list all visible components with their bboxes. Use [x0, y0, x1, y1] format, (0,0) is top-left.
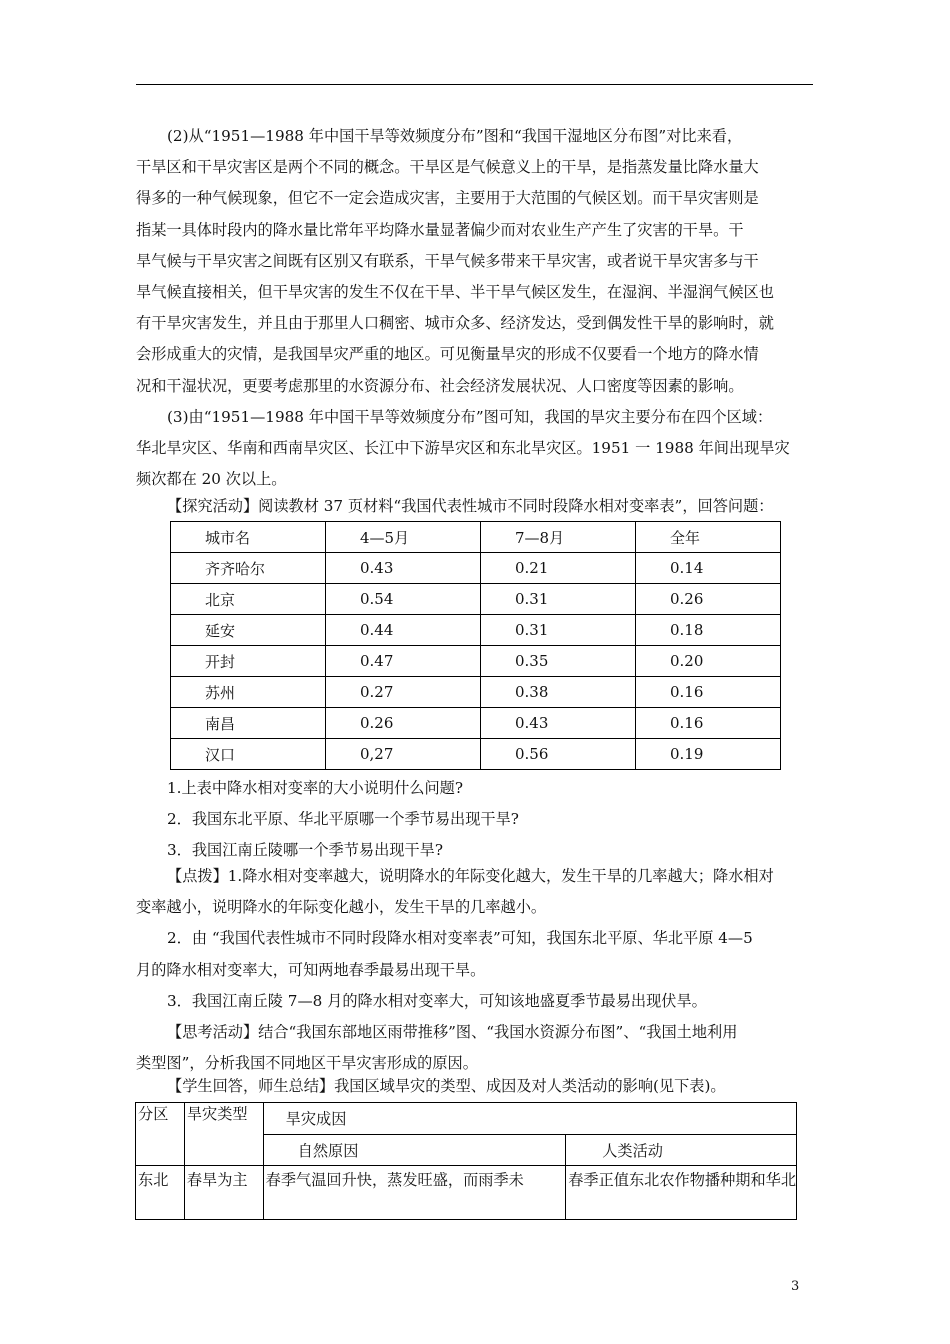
header-cell: 自然原因	[263, 1135, 566, 1166]
table-cell: 0.54	[326, 584, 481, 615]
table-cell: 0.18	[636, 615, 781, 646]
table-cell: 0.47	[326, 646, 481, 677]
header-cell: 旱灾类型	[184, 1103, 263, 1166]
table-cell: 0.14	[636, 553, 781, 584]
summary: 【学生回答，师生总结】我国区域旱灾的类型、成因及对人类活动的影响(见下表)。	[167, 1077, 726, 1095]
thinking-activity: 【思考活动】结合“我国东部地区雨带推移”图、“我国水资源分布图”、“我国土地利用 类型图”，分析我国不同地区干旱灾害形成的原因。	[136, 1023, 738, 1073]
table-cell: 0.35	[481, 646, 636, 677]
table-row	[136, 1166, 797, 1220]
table-cell: 0.43	[326, 553, 481, 584]
table-cell: 东北	[136, 1166, 185, 1220]
table-cell: 0.44	[326, 615, 481, 646]
table-cell: 0.16	[636, 708, 781, 739]
table-cell: 0.21	[481, 553, 636, 584]
table-cell: 0,27	[326, 739, 481, 770]
table-cell: 0.38	[481, 677, 636, 708]
table-cell: 0.16	[636, 677, 781, 708]
table-cell: 0.31	[481, 584, 636, 615]
paragraph-2: (2)从“1951—1988 年中国干旱等效频度分布”图和“我国干湿地区分布图”对比来看， 干旱区和干旱灾害区是两个不同的概念。干旱区是气候意义上的干旱，是指蒸发量比降水量大 得多的一种气候现象，但它不一定会造成灾害，主要用于大范围的气候区划。而干旱灾害则是 指某一具体时段内的降水量比常年平均降水量显著偏少而对农业生产产生了灾害的干旱。干 旱气候与干旱灾害之间既有区别又有联系，干旱气候多带来干旱灾害，或者说干旱灾害多与干 旱气候直接相关，但干旱灾害的发生不仅在干旱、半干旱气候区发生，在湿润、半湿润气候区也 有干旱灾害发生，并且由于那里人口稠密、城市众多、经济发达，受到偶发性干旱的影响时，就 会形成重大的灾情，是我国旱灾严重的地区。可见衡量旱灾的形成不仅要看一个地方的降水情 况和干湿状况，更要考虑那里的水资源分布、社会经济发展状况、人口密度等因素的影响。	[136, 127, 774, 395]
drought-causes-table	[135, 1102, 797, 1220]
table-row	[171, 677, 781, 708]
table-row	[171, 739, 781, 770]
header-cell: 人类活动	[566, 1135, 797, 1166]
header-rule	[136, 84, 813, 85]
header-cell: 全年	[636, 522, 781, 553]
activity-intro: 【探究活动】阅读教材 37 页材料“我国代表性城市不同时段降水相对变率表”，回答问题：	[167, 497, 774, 515]
table-cell: 0.56	[481, 739, 636, 770]
table-row	[171, 584, 781, 615]
table-cell: 0.20	[636, 646, 781, 677]
table-row	[171, 646, 781, 677]
table-cell: 春季正值东北农作物播种期和华北	[566, 1166, 797, 1220]
table-cell: 齐齐哈尔	[171, 553, 326, 584]
questions: 1.上表中降水相对变率的大小说明什么问题? 2．我国东北平原、华北平原哪一个季节易出现干旱? 3．我国江南丘陵哪一个季节易出现干旱?	[167, 779, 519, 860]
table-header-row	[136, 1103, 797, 1135]
table-row	[171, 553, 781, 584]
table-cell: 春季气温回升快，蒸发旺盛，而雨季未	[263, 1166, 566, 1220]
header-cell: 旱灾成因	[263, 1103, 796, 1135]
table-cell: 0.27	[326, 677, 481, 708]
table-cell: 0.31	[481, 615, 636, 646]
table-cell: 0.26	[636, 584, 781, 615]
table-header-row	[171, 522, 781, 553]
header-cell: 城市名	[171, 522, 326, 553]
table-cell: 开封	[171, 646, 326, 677]
table-row	[171, 708, 781, 739]
header-cell: 4—5月	[326, 522, 481, 553]
table-cell: 0.43	[481, 708, 636, 739]
page-number: 3	[791, 1279, 800, 1294]
table-row	[171, 615, 781, 646]
table-cell: 春旱为主	[184, 1166, 263, 1220]
table-cell: 苏州	[171, 677, 326, 708]
paragraph-3: (3)由“1951—1988 年中国干旱等效频度分布”图可知，我国的旱灾主要分布在四个区域： 华北旱灾区、华南和西南旱灾区、长江中下游旱灾区和东北旱灾区。1951 一 1988 年间出现旱灾 频次都在 20 次以上。	[136, 408, 790, 489]
header-cell: 7—8月	[481, 522, 636, 553]
table-cell: 0.19	[636, 739, 781, 770]
table-cell: 南昌	[171, 708, 326, 739]
header-cell: 分区	[136, 1103, 185, 1166]
table-cell: 汉口	[171, 739, 326, 770]
table-cell: 延安	[171, 615, 326, 646]
precipitation-variability-table	[170, 521, 781, 770]
table-cell: 0.26	[326, 708, 481, 739]
tips: 【点拨】1.降水相对变率越大，说明降水的年际变化越大，发生干旱的几率越大；降水相对 变率越小，说明降水的年际变化越小，发生干旱的几率越小。 2．由 “我国代表性城市不同时段降水相对变率表”可知，我国东北平原、华北平原 4—5 月的降水相对变率大，可知两地春季最易出现干旱。 3．我国江南丘陵 7—8 月的降水相对变率大，可知该地盛夏季节最易出现伏旱。	[136, 867, 774, 1010]
table-cell: 北京	[171, 584, 326, 615]
